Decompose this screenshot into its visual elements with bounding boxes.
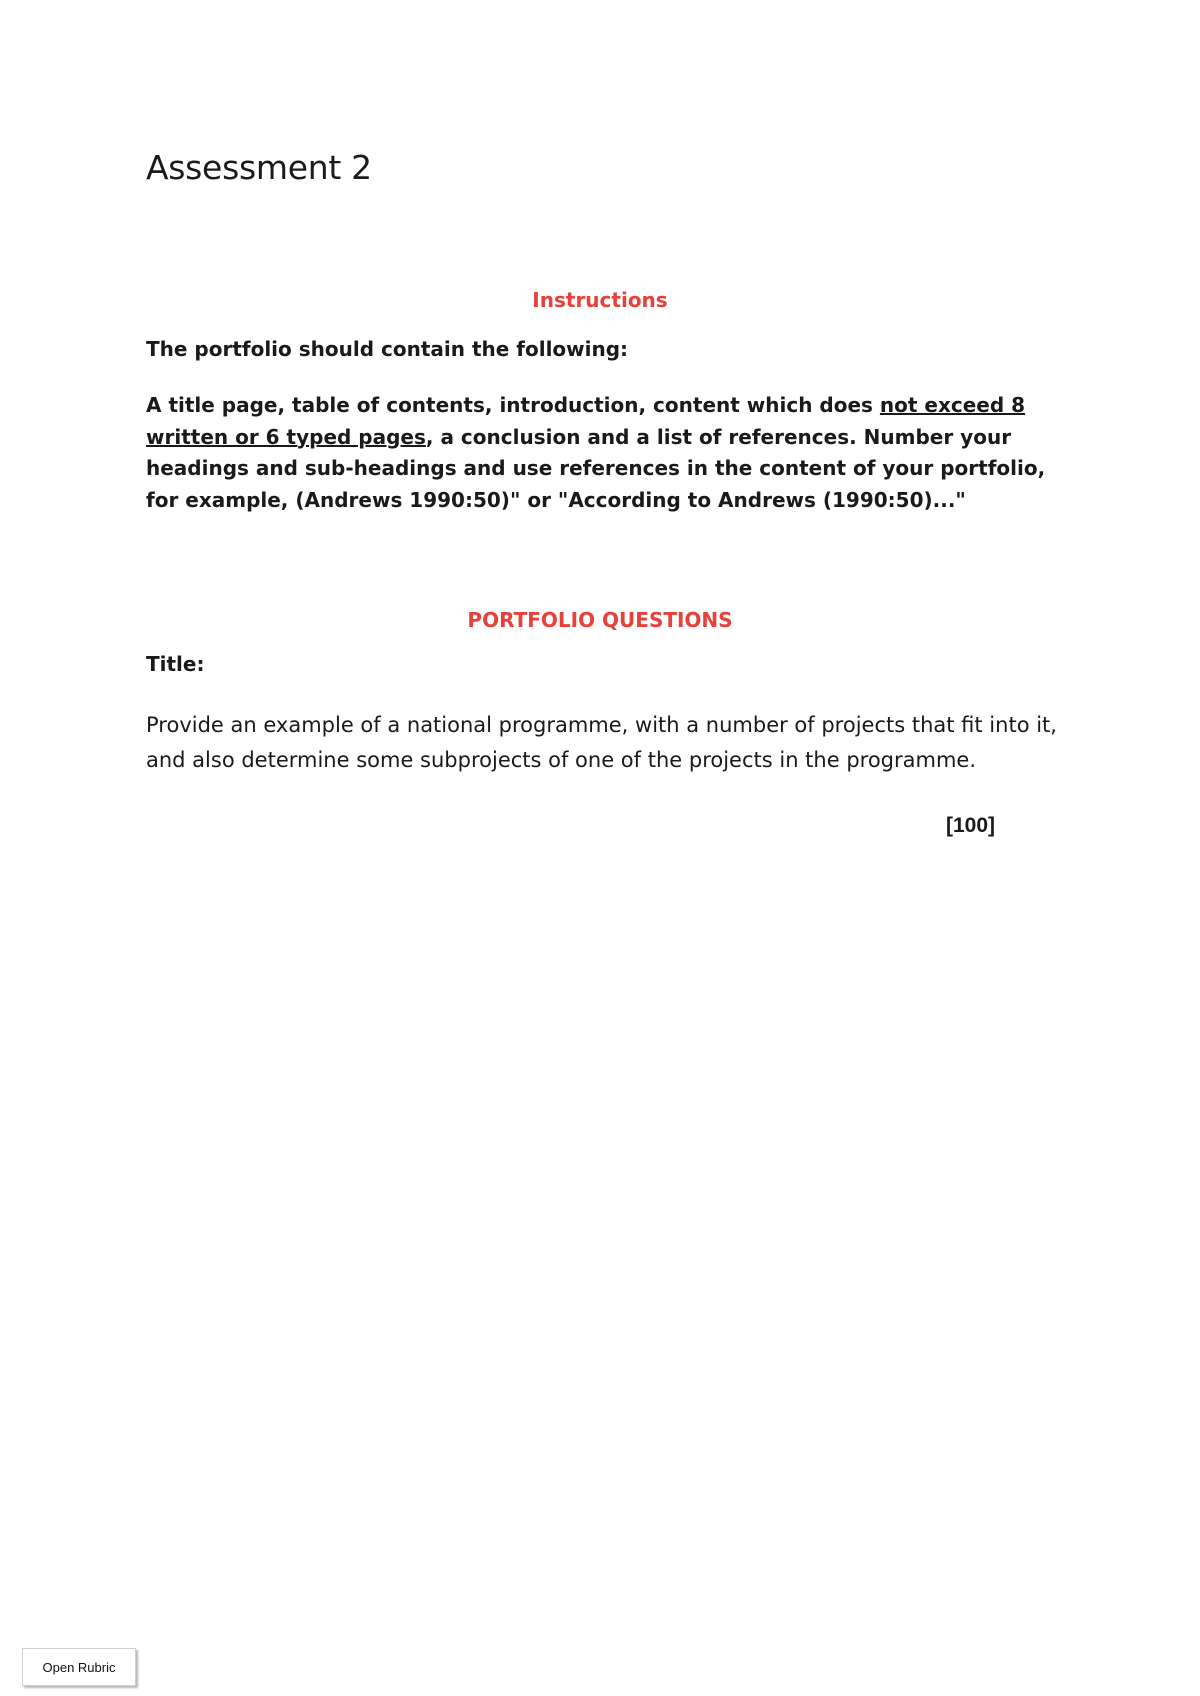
instructions-requirements [146, 390, 1066, 516]
portfolio-questions-heading: PORTFOLIO QUESTIONS [467, 608, 733, 632]
instructions-heading: Instructions [532, 288, 668, 312]
requirements-text-end: , a conclusion and a list of references. Number your headings and sub-headings and use references in the content of your portfolio, for example, (Andrews 1990:50)" or "According to Andrews (1990:50)..." [146, 424, 1046, 512]
document-title: Assessment 2 [146, 148, 372, 187]
total-marks: [100] [946, 814, 996, 837]
page-limit-underlined: not exceed 8 written or 6 typed pages [146, 393, 1026, 449]
title-label: Title: [146, 652, 205, 676]
instructions-intro: The portfolio should contain the following: [146, 337, 629, 361]
question-text: Provide an example of a national programme, with a number of projects that fit into it, and also determine some subprojects of one of the projects in the programme. [146, 713, 1057, 772]
requirements-text-start: A title page, table of contents, introduction, content which does [146, 393, 880, 417]
open-rubric-button[interactable]: Open Rubric [22, 1648, 136, 1686]
